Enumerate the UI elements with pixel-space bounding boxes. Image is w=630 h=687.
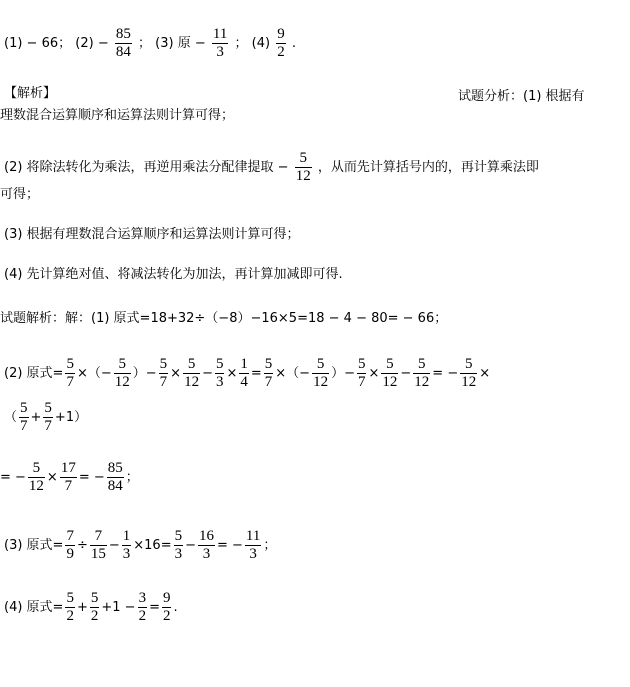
- fraction: [138, 590, 148, 625]
- numerator: 7: [94, 528, 103, 544]
- analysis-line-3: (3) 根据有理数混合运算顺序和运算法则计算可得；: [4, 227, 300, 242]
- fraction: [90, 528, 107, 563]
- math-text: = −: [217, 537, 243, 553]
- math-text: = −: [432, 365, 459, 381]
- math-text: +: [76, 599, 88, 615]
- numerator: 5: [357, 356, 366, 372]
- denominator: 2: [90, 608, 99, 624]
- fraction: [183, 356, 200, 391]
- denominator: 84: [107, 478, 123, 494]
- math-text: −: [400, 365, 412, 381]
- numerator: 5: [418, 356, 426, 372]
- numerator: 5: [215, 356, 224, 372]
- denominator: 12: [382, 374, 398, 390]
- answer-2-fraction: $\frac{85}{84}$: [115, 26, 131, 60]
- denominator: 4: [240, 374, 248, 390]
- math-text: +1）: [54, 409, 88, 425]
- analysis-line-2: (2) 将除法转化为乘法，再逆用乘法分配律提取 − $\frac{5}{12}$ ，从而先计算括号内的，再计算乘法即: [4, 150, 539, 184]
- denominator: 7: [264, 374, 273, 390]
- fraction: [460, 356, 477, 391]
- answer-2-label: (2) −: [75, 35, 109, 51]
- analysis-fraction: $\frac{5}{12}$: [295, 150, 311, 184]
- math-text: ×（−: [76, 365, 112, 381]
- fraction: [114, 356, 131, 391]
- fraction: [43, 400, 53, 435]
- fraction: [122, 528, 132, 563]
- fraction: [239, 356, 249, 391]
- denominator: 7: [44, 418, 52, 434]
- math-text: +1 −: [101, 599, 136, 615]
- analysis-heading: 【解析】: [4, 86, 57, 101]
- denominator: 3: [122, 546, 131, 562]
- numerator: 5: [20, 400, 28, 416]
- fraction: [312, 356, 329, 391]
- numerator: 5: [464, 356, 473, 372]
- fraction: [198, 528, 215, 563]
- math-text: +: [30, 409, 42, 425]
- math-text: ×: [368, 365, 380, 381]
- answer-4-label: (4): [251, 35, 271, 51]
- numerator: 3: [138, 590, 147, 606]
- analysis-intro: 试题分析：(1) 根据有: [458, 89, 585, 104]
- solution-4-line: [4, 590, 178, 625]
- denominator: 3: [215, 374, 224, 390]
- fraction: [162, 590, 172, 625]
- math-text: −: [202, 365, 213, 381]
- fraction: [60, 460, 77, 495]
- fraction: [215, 356, 225, 391]
- analysis-line-1: 理数混合运算顺序和运算法则计算可得；: [0, 108, 235, 123]
- numerator: 5: [32, 460, 41, 476]
- math-text: =: [250, 365, 262, 381]
- answer-1: (1) − 66；: [4, 35, 72, 51]
- solution-2-line-3: [0, 460, 139, 495]
- answer-4-fraction: $\frac{9}{2}$: [277, 26, 285, 60]
- numerator: 7: [66, 528, 74, 544]
- numerator: 5: [66, 356, 74, 372]
- numerator: 16: [199, 528, 214, 544]
- solution-2-line-2: [4, 400, 87, 435]
- math-text: （: [4, 409, 18, 425]
- math-text: −: [108, 537, 120, 553]
- denominator: 12: [461, 374, 477, 390]
- denominator: 12: [28, 478, 44, 494]
- denominator: 12: [313, 374, 329, 390]
- math-text: (4) 原式=: [4, 599, 64, 615]
- math-text: ；: [263, 537, 277, 553]
- numerator: 85: [107, 460, 123, 476]
- numerator: 5: [264, 356, 273, 372]
- denominator: 2: [138, 608, 147, 624]
- math-text: ×: [46, 469, 58, 485]
- numerator: 5: [44, 400, 52, 416]
- math-text: ×: [170, 365, 182, 381]
- math-text: = −: [78, 469, 105, 485]
- math-text: .: [173, 599, 178, 615]
- fraction: [264, 356, 274, 391]
- answers-line: (1) − 66； (2) − $\frac{85}{84}$ ； (3) 原 − $\frac{11}{3}$ ； (4) $\frac{9}{2}$ .: [4, 26, 296, 60]
- denominator: 2: [162, 608, 171, 624]
- denominator: 3: [174, 546, 183, 562]
- math-text: ×: [226, 365, 238, 381]
- numerator: 5: [159, 356, 168, 372]
- denominator: 9: [66, 546, 74, 562]
- solution-3-line: [4, 528, 276, 563]
- numerator: 5: [316, 356, 325, 372]
- fraction: [19, 400, 29, 435]
- denominator: 7: [60, 477, 77, 495]
- fraction: [413, 356, 430, 391]
- numerator: 11: [245, 528, 261, 544]
- denominator: 7: [357, 374, 366, 390]
- math-text: ×（−: [275, 365, 311, 381]
- numerator: 5: [118, 356, 126, 372]
- numerator: 5: [187, 356, 196, 372]
- solution-2-line-1: (2) 原式= $\frac{5}{7}$ ×（− $\frac{5}{12}$ ）− $\frac{5}{7}$ × $\frac{5}{12}$ − $\frac{5}{3}$ × $\frac{1}{4}$ = $\frac{5}{7}$ ×（− $\frac{5}{12}$ ）− $\frac{5}{7}$ × $\frac{5}{12}$ − $\frac{5}{12}$ = − $\frac{5}{12}$ ×: [4, 356, 491, 390]
- fraction: [65, 590, 75, 625]
- numerator: 1: [122, 528, 131, 544]
- denominator: 15: [90, 546, 106, 562]
- math-text: −: [185, 537, 196, 553]
- solution-line-1: 试题解析：解：(1) 原式=18+32÷（−8）−16×5=18 − 4 − 80= − 66；: [0, 311, 448, 326]
- math-text: ）−: [331, 365, 355, 381]
- fraction: [65, 356, 75, 391]
- math-text: ；: [125, 469, 139, 485]
- answer-3-fraction: $\frac{11}{3}$: [212, 26, 228, 60]
- math-text: ×: [479, 365, 491, 381]
- denominator: 3: [198, 545, 215, 563]
- denominator: 7: [66, 374, 74, 390]
- numerator: 5: [386, 356, 394, 372]
- answer-3-label: (3) 原 −: [155, 35, 206, 51]
- fraction: [381, 356, 398, 391]
- math-text: (3) 原式=: [4, 537, 64, 553]
- denominator: 12: [414, 374, 430, 390]
- fraction: [65, 528, 75, 563]
- denominator: 3: [245, 545, 261, 563]
- denominator: 7: [20, 418, 28, 434]
- denominator: 12: [114, 374, 130, 390]
- denominator: 12: [184, 374, 200, 390]
- fraction: [107, 460, 124, 495]
- fraction: [159, 356, 169, 391]
- math-text: =: [149, 599, 160, 615]
- numerator: 17: [60, 460, 76, 476]
- numerator: 5: [174, 528, 183, 544]
- fraction: [174, 528, 184, 563]
- denominator: 7: [159, 374, 168, 390]
- math-text: ×16=: [133, 537, 172, 553]
- math-text: ÷: [76, 537, 88, 553]
- numerator: 1: [240, 356, 248, 372]
- numerator: 9: [162, 590, 171, 606]
- fraction: [357, 356, 367, 391]
- fraction: [90, 590, 100, 625]
- math-text: ）−: [132, 365, 157, 381]
- fraction: [245, 528, 261, 563]
- fraction: [28, 460, 45, 495]
- denominator: 2: [66, 608, 74, 624]
- analysis-line-4: (4) 先计算绝对值、将减法转化为加法，再计算加减即可得.: [4, 267, 343, 282]
- numerator: 5: [66, 590, 74, 606]
- math-text: = −: [0, 469, 26, 485]
- analysis-line-2-cont: 可得；: [0, 187, 40, 202]
- numerator: 5: [90, 590, 99, 606]
